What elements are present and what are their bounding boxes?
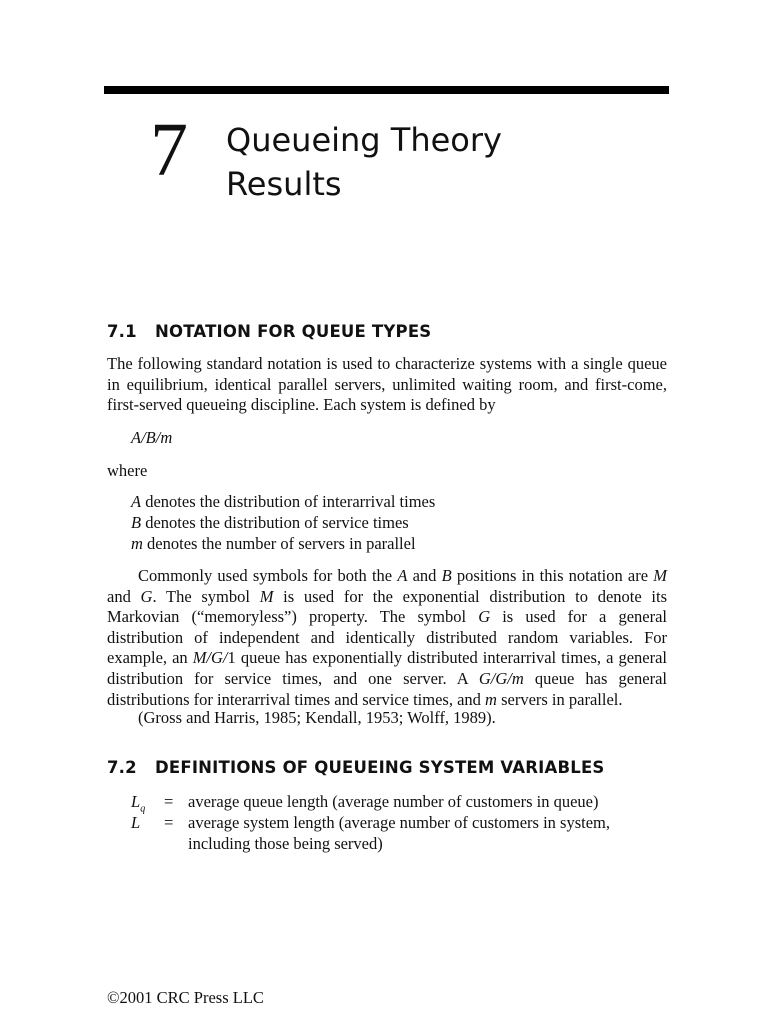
symbol-m: M (653, 566, 667, 585)
symbol-m: M (259, 586, 274, 606)
section-title: DEFINITIONS OF QUEUEING SYSTEM VARIABLES (155, 758, 605, 777)
symbol-a: A (397, 566, 408, 585)
text-run: queue has general distributions for interarrival times and service times, and (107, 668, 667, 709)
section-number: 7.2 (107, 758, 137, 777)
definition-line (131, 534, 416, 555)
definition-text: denotes the number of servers in parallel (142, 534, 416, 553)
citation: (Gross and Harris, 1985; Kendall, 1953; Wolff, 1989). (138, 708, 496, 727)
text-run: and (407, 566, 442, 585)
chapter-rule (104, 86, 669, 94)
variable-letter: L (131, 792, 141, 811)
section-heading-7-1 (107, 322, 431, 341)
definition-symbol: m (131, 534, 143, 553)
definition-line1: average system length (average number of customers in system, (188, 813, 610, 832)
definition-line (131, 513, 409, 534)
where-label: where (107, 461, 148, 480)
chapter-title-line2: Results (226, 165, 342, 203)
section-title: NOTATION FOR QUEUE TYPES (155, 322, 432, 341)
symbol-g: G (140, 586, 153, 606)
definition-text: denotes the distribution of service times (141, 513, 409, 532)
symbol-g: G (478, 607, 491, 627)
text-run: and (107, 586, 141, 606)
definition-line1: average queue length (average number of customers in queue) (188, 792, 599, 811)
variable-subscript: q (140, 803, 146, 815)
notation-formula: A/B/m (131, 428, 173, 447)
variable-definition (188, 813, 668, 854)
variable-definition (188, 792, 668, 813)
definition-line2: including those being served) (188, 833, 383, 853)
definition-symbol: B (131, 513, 142, 532)
section-heading-7-2 (107, 758, 605, 777)
text-run: is used for the exponential distribution to denote its Markovian (“memoryless”) property. The symbol (107, 586, 667, 627)
chapter-title-line1: Queueing Theory (226, 121, 502, 159)
copyright-footer: ©2001 CRC Press LLC (107, 988, 264, 1007)
variable-symbol (131, 813, 155, 834)
notation-mg1: M/G/ (192, 648, 228, 668)
equals-sign: = (164, 813, 174, 832)
definition-text: denotes the distribution of interarrival times (141, 492, 436, 511)
definition-line (131, 492, 435, 513)
symbols-paragraph (107, 566, 667, 710)
notation-ggm: G/G/m (478, 668, 524, 688)
section-number: 7.1 (107, 322, 137, 341)
text-run: servers in parallel. (496, 689, 623, 709)
text-run: 1 queue has exponentially distributed interarrival times, a general distribution for service times, and one server. A (107, 648, 667, 688)
text-run: Commonly used symbols for both the (138, 566, 398, 585)
definition-symbol: A (131, 492, 142, 511)
symbol-m-lower: m (485, 689, 497, 709)
text-run: . The symbol (152, 586, 260, 606)
chapter-title (226, 118, 502, 206)
text-run: positions in this notation are (451, 566, 654, 585)
equals-sign: = (164, 792, 174, 811)
symbol-b: B (441, 566, 452, 585)
text-run: is used for a general distribution of independent and identically distributed random variables. For example, an (107, 607, 667, 668)
variable-letter: L (131, 813, 141, 832)
intro-paragraph: The following standard notation is used to characterize systems with a single queue in equilibrium, identical parallel servers, unlimited waiting room, and first-come, first-served queueing discipline. Each system is defined by (107, 354, 667, 415)
chapter-number: 7 (150, 108, 188, 192)
